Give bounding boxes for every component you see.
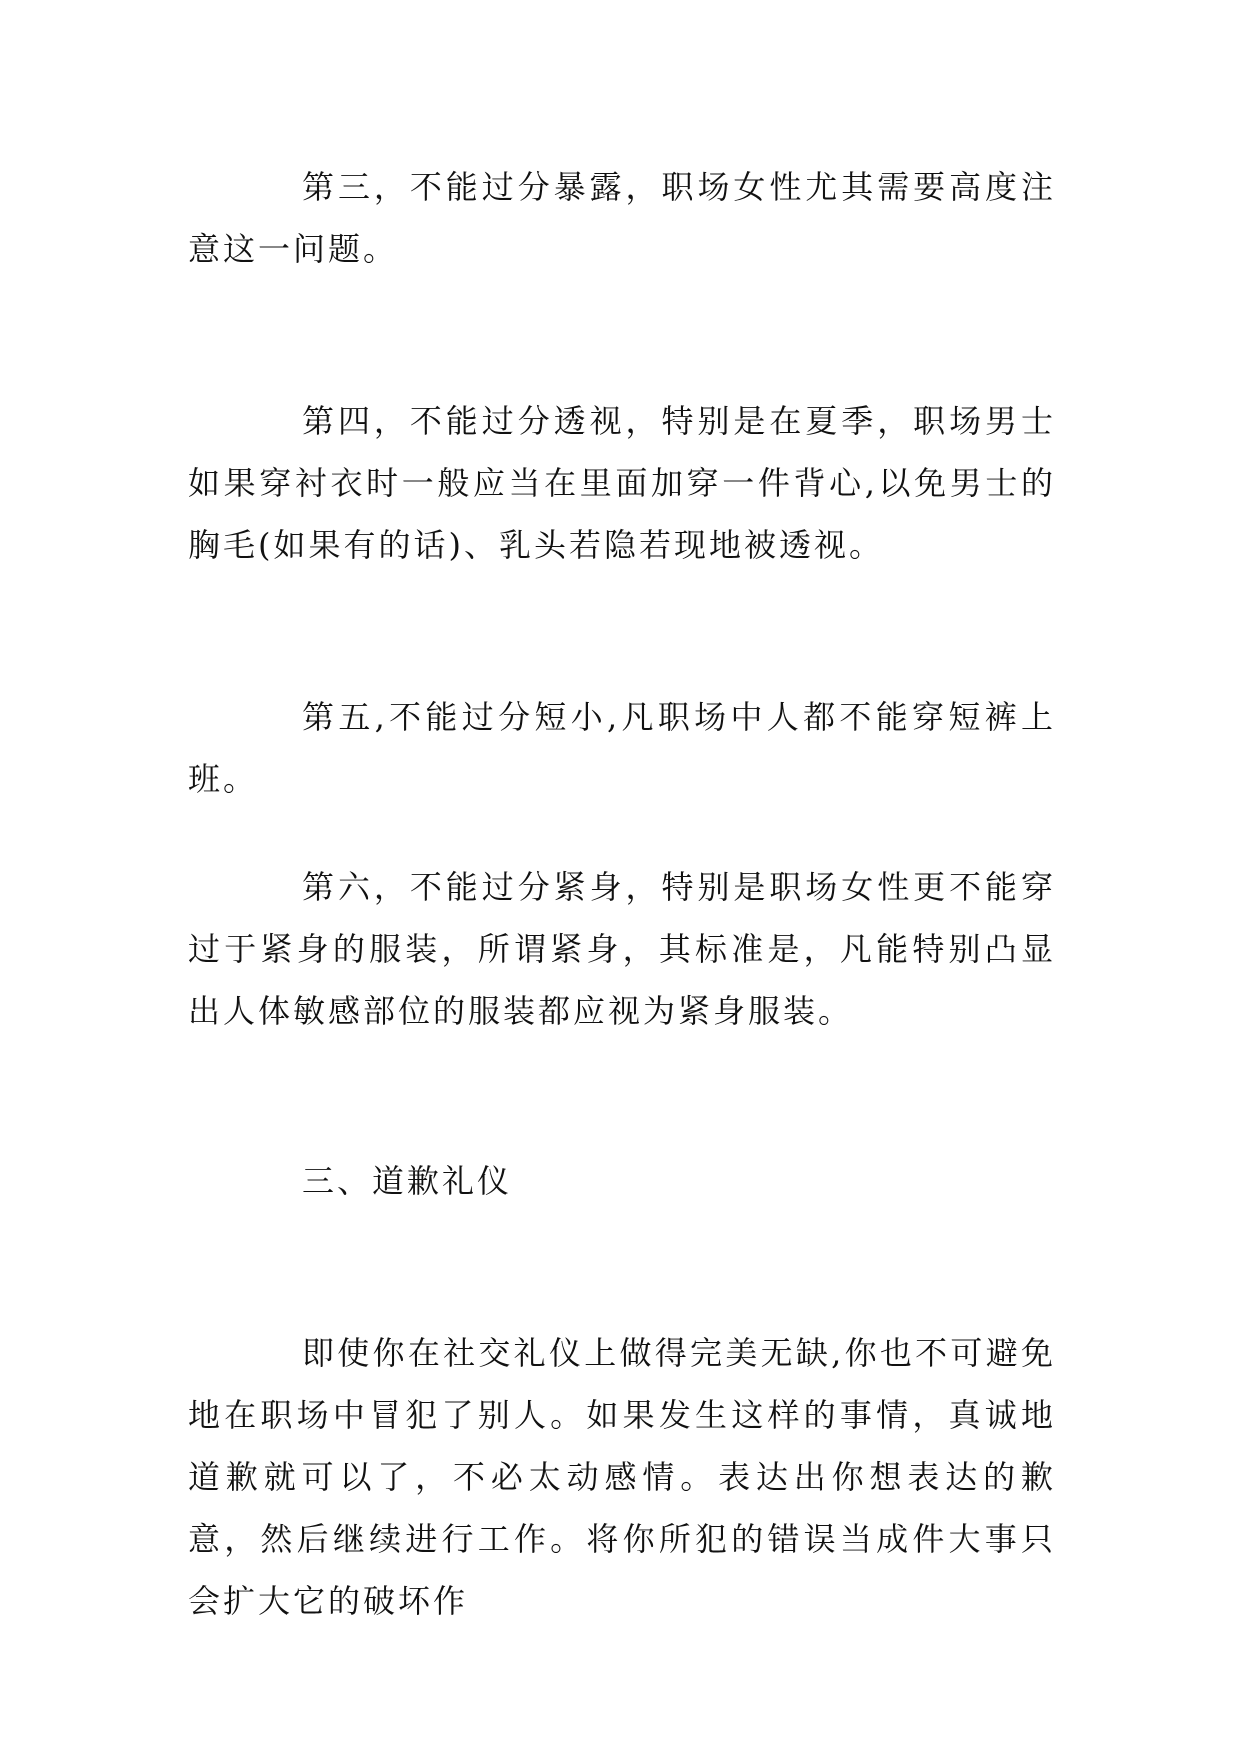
section-heading-apology-etiquette: 三、道歉礼仪 [302, 1162, 513, 1200]
paragraph-shortness-rule: 第五,不能过分短小,凡职场中人都不能穿短裤上班。 [188, 698, 1056, 798]
paragraph-tightness-rule: 第六，不能过分紧身，特别是职场女性更不能穿过于紧身的服装，所谓紧身，其标准是，凡能特别凸显出人体敏感部位的服装都应视为紧身服装。 [188, 868, 1056, 1030]
paragraph-transparency-rule: 第四，不能过分透视，特别是在夏季，职场男士如果穿衬衣时一般应当在里面加穿一件背心,以免男士的胸毛(如果有的话)、乳头若隐若现地被透视。 [188, 402, 1056, 564]
paragraph-exposure-rule: 第三，不能过分暴露，职场女性尤其需要高度注意这一问题。 [188, 168, 1056, 268]
paragraph-apology-advice: 即使你在社交礼仪上做得完美无缺,你也不可避免地在职场中冒犯了别人。如果发生这样的事情，真诚地道歉就可以了，不必太动感情。表达出你想表达的歉意，然后继续进行工作。将你所犯的错误当成件大事只会扩大它的破坏作 [188, 1334, 1056, 1620]
